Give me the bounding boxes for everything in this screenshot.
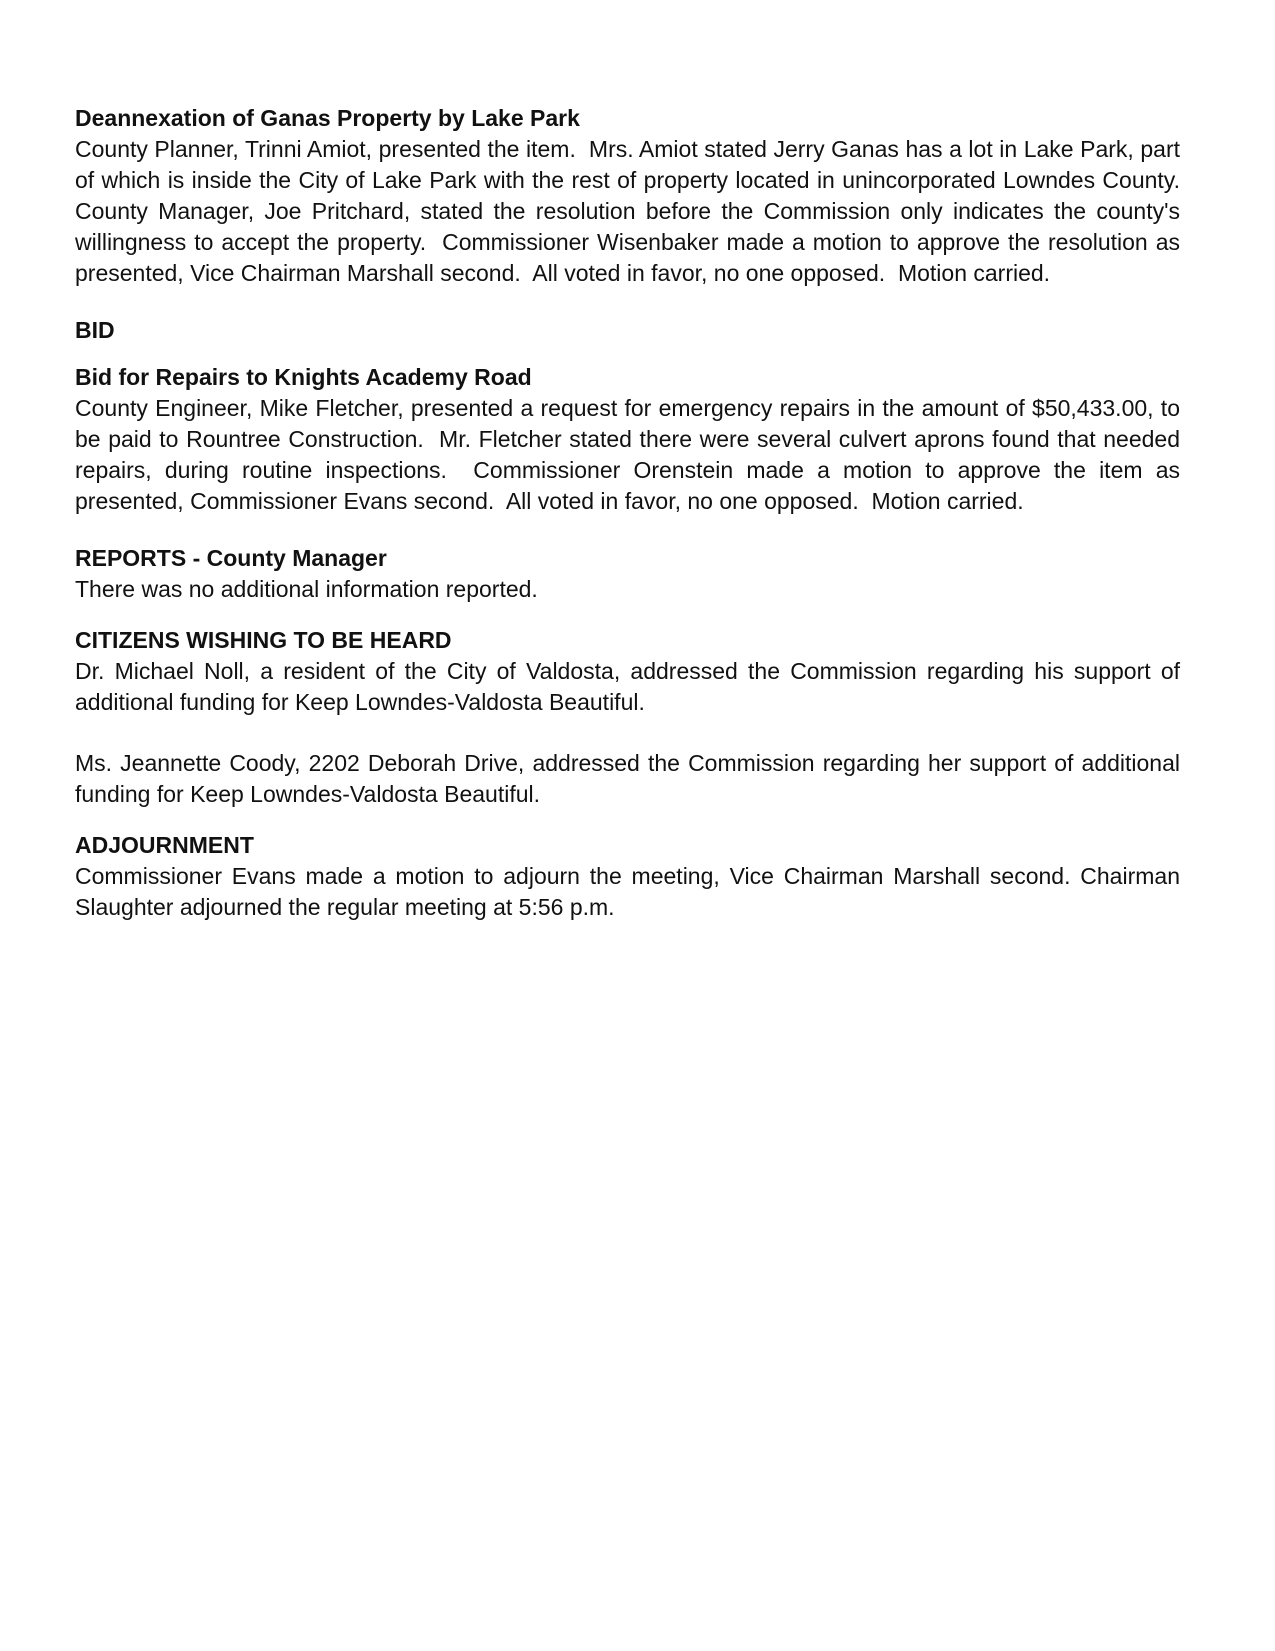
spacer [75,810,1180,830]
section-reports [75,543,1180,605]
section-deannexation [75,103,1193,289]
section-heading: ADJOURNMENT [75,832,254,858]
document-page [75,103,1193,923]
section-citizens [75,625,1187,810]
section-paragraph: There was no additional information reported. [75,576,538,602]
section-heading: Deannexation of Ganas Property by Lake Park [75,105,580,131]
section-paragraph: Ms. Jeannette Coody, 2202 Deborah Drive, addressed the Commission regarding her support of additional funding for Keep Lowndes-Valdosta Beautiful. [75,750,1187,807]
spacer [75,289,1180,315]
section-paragraph: County Engineer, Mike Fletcher, presented a request for emergency repairs in the amount of $50,433.00, to be paid to Rountree Construction. Mr. Fletcher stated there were several culvert aprons found that needed repairs, during routine inspections. Commissioner Orenstein made a motion to approve the item as presented, Commissioner Evans second. All voted in favor, no one opposed. Motion carried. [75,395,1187,514]
section-bid [75,315,1180,346]
section-paragraph: Commissioner Evans made a motion to adjourn the meeting, Vice Chairman Marshall second. Chairman Slaughter adjourned the regular meeting at 5:56 p.m. [75,863,1187,920]
section-heading: REPORTS - County Manager [75,545,387,571]
spacer [75,605,1180,625]
section-heading: Bid for Repairs to Knights Academy Road [75,364,532,390]
section-paragraph: County Planner, Trinni Amiot, presented the item. Mrs. Amiot stated Jerry Ganas has a lot in Lake Park, part of which is inside the City of Lake Park with the rest of property located in unincorporated Lowndes County. County Manager, Joe Pritchard, stated the resolution before the Commission only indicates the county's willingness to accept the property. Commissioner Wisenbaker made a motion to approve the resolution as presented, Vice Chairman Marshall second. All voted in favor, no one opposed. Motion carried. [75,136,1193,286]
section-bid-repairs [75,362,1187,517]
spacer [75,718,1180,748]
section-adjournment [75,830,1187,923]
section-paragraph: Dr. Michael Noll, a resident of the City of Valdosta, addressed the Commission regarding his support of additional funding for Keep Lowndes-Valdosta Beautiful. [75,658,1187,715]
section-heading: CITIZENS WISHING TO BE HEARD [75,627,452,653]
section-heading: BID [75,317,115,343]
spacer [75,346,1180,362]
spacer [75,517,1180,543]
